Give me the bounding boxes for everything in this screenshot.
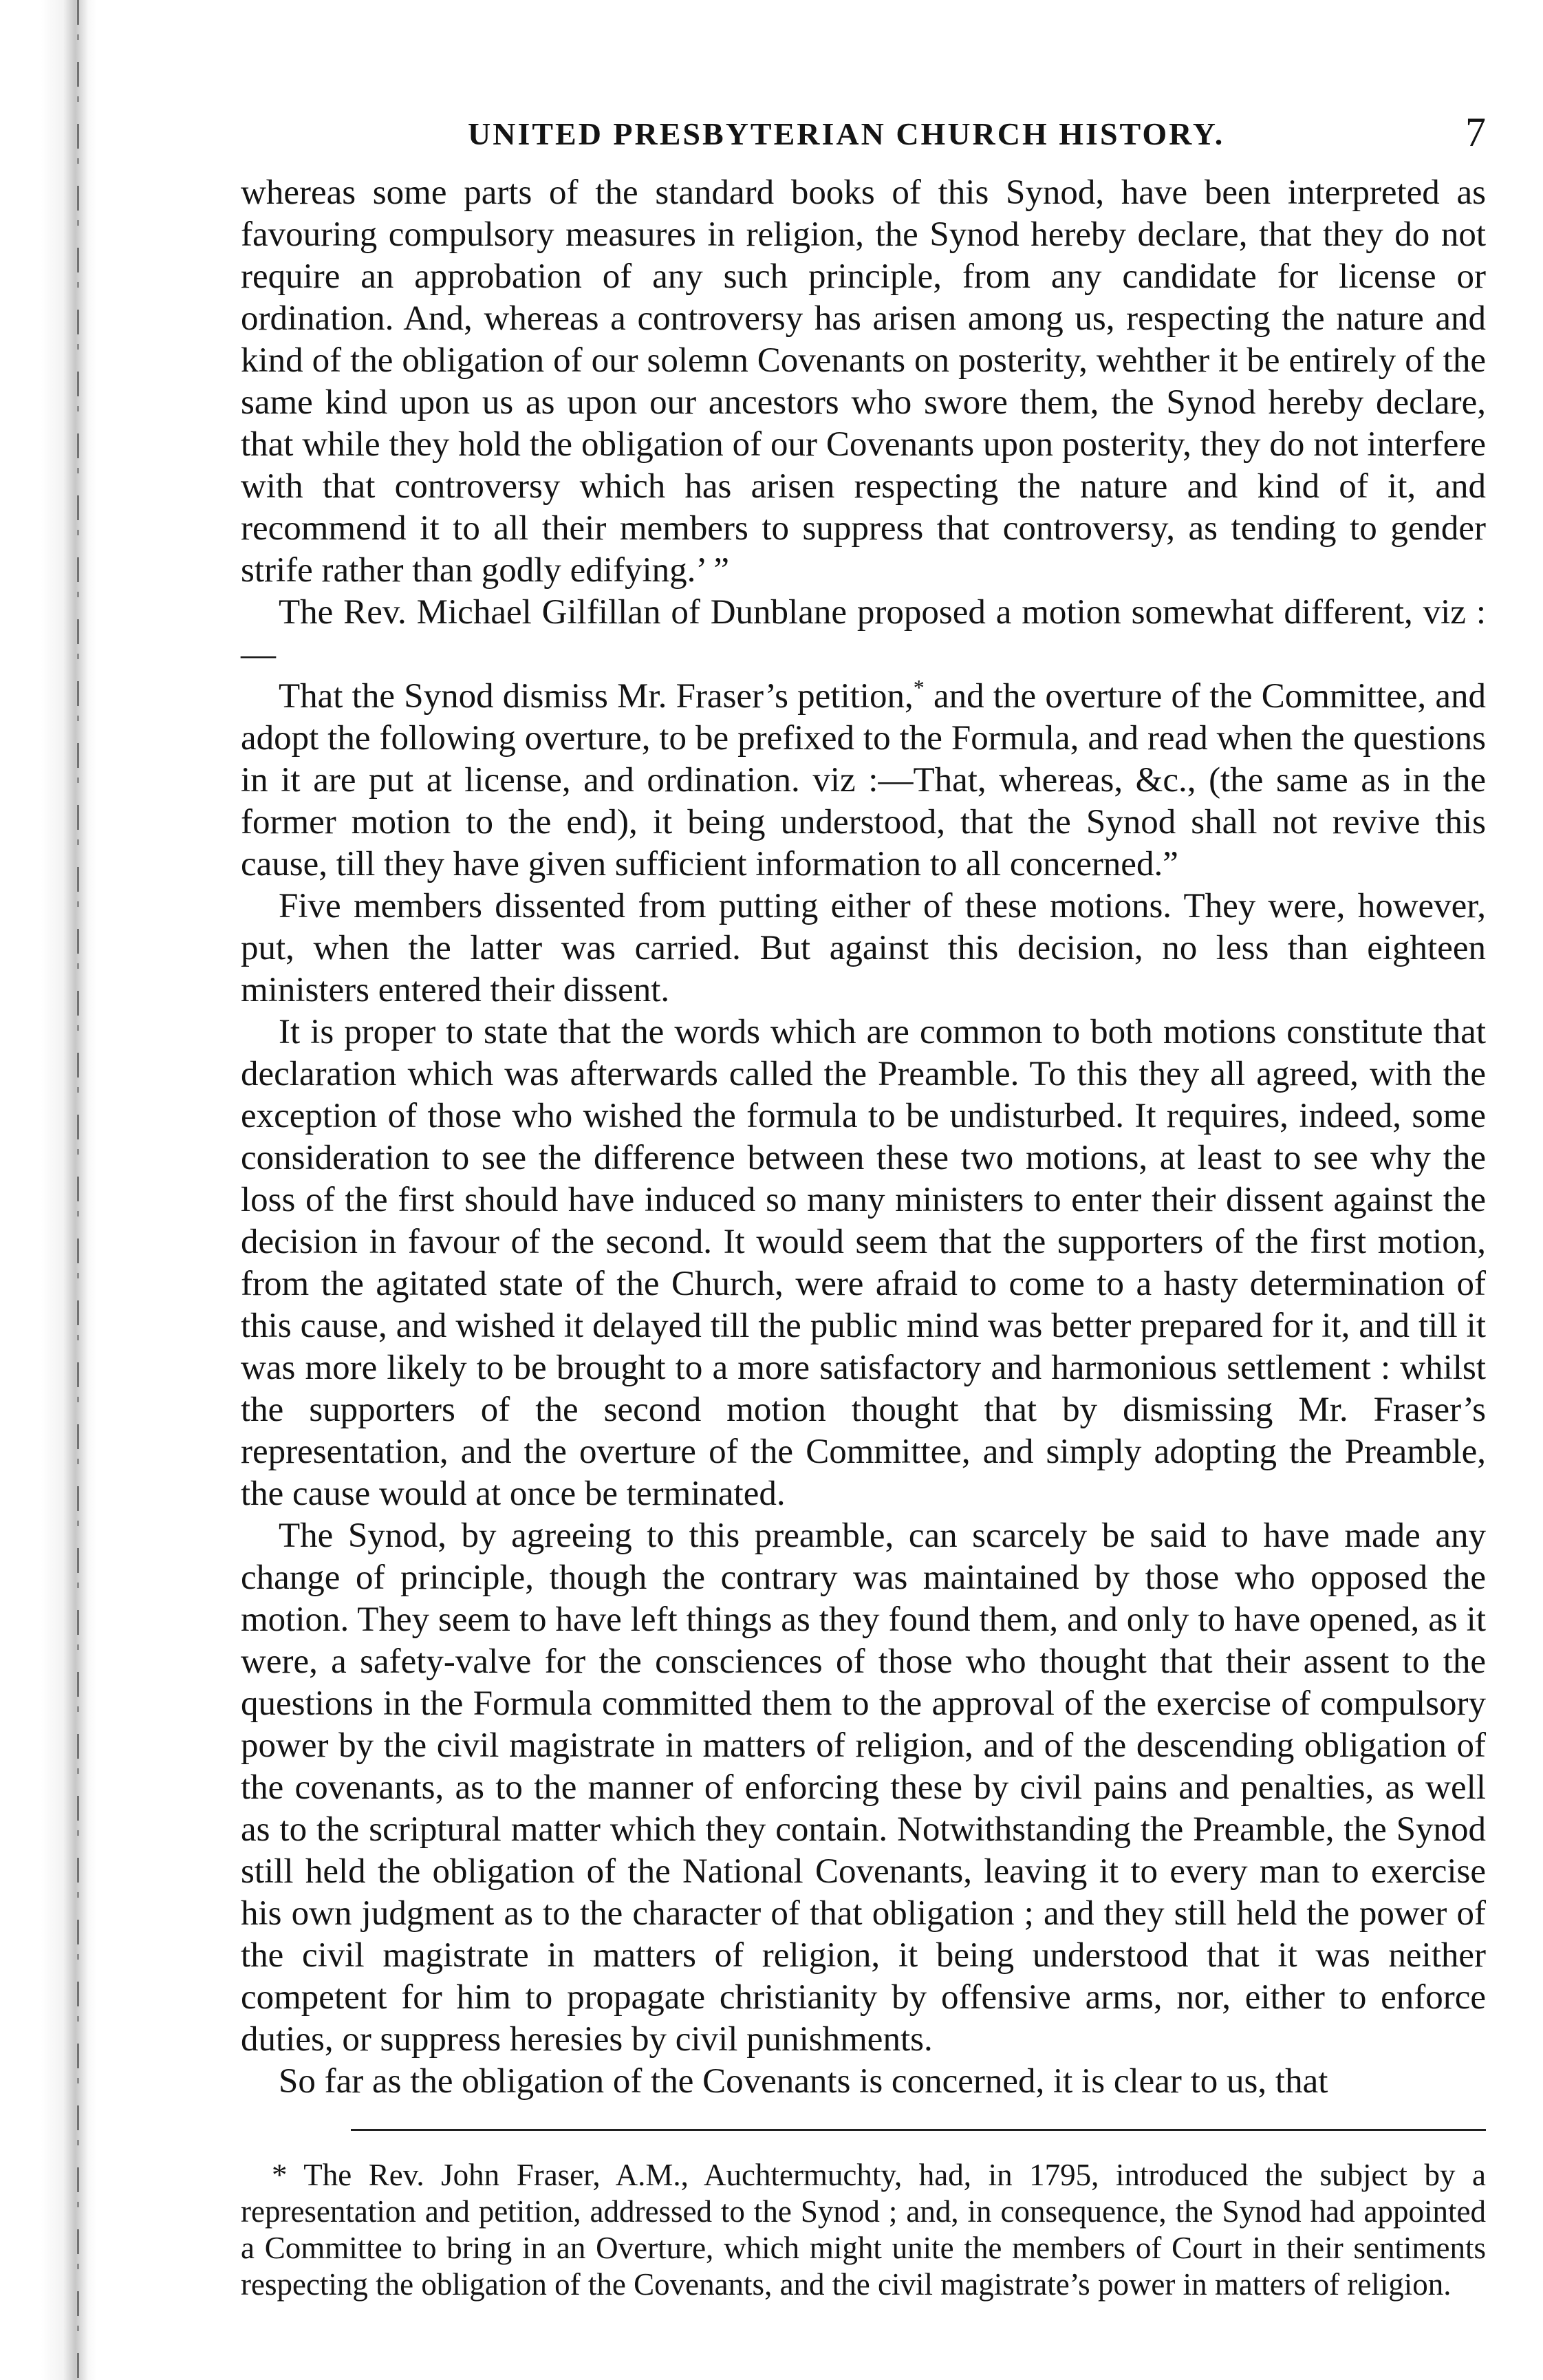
paragraph-3-text: That the Synod dismiss Mr. Fraser’s petition, [279, 677, 914, 716]
paragraph-2: The Rev. Michael Gilfillan of Dunblane proposed a motion somewhat different, viz :— [241, 593, 1486, 674]
footnote-marker: * [913, 675, 925, 700]
footnote [241, 2157, 1486, 2303]
body-text [241, 172, 1486, 2103]
page-binding-edge [41, 0, 96, 2380]
running-title: UNITED PRESBYTERIAN CHURCH HISTORY. [468, 116, 1225, 151]
paragraph-3-text-after: and the overture of the Committee, and adopt the following overture, to be prefixed to the Formula, and read when the questions in it are put at license, and ordination. viz :—That, whereas, &c., (the same as in the former motion to the end), it being understood, that the Synod shall not revive this cause, till they have given sufficient information to all concerned.” [241, 677, 1486, 883]
footnote-divider [351, 2129, 1486, 2131]
book-page [241, 103, 1486, 2303]
running-header [241, 103, 1486, 158]
footnote-text: * The Rev. John Fraser, A.M., Auchtermuchty, had, in 1795, introduced the subject by a representation and petition, addressed to the Synod ; and, in consequence, the Synod had appointed a Committee to bring in an Overture, which might unite the members of Court in their sentiments respecting the obligation of the Covenants, and the civil magistrate’s power in matters of religion. [241, 2158, 1486, 2302]
paragraph-5: It is proper to state that the words which are common to both motions constitute that declaration which was afterwards called the Preamble. To this they all agreed, with the exception of those who wished the formula to be undisturbed. It requires, indeed, some consideration to see the difference between these two motions, at least to see why the loss of the first should have induced so many ministers to enter their dissent against the decision in favour of the second. It would seem that the supporters of the first motion, from the agitated state of the Church, were afraid to come to a hasty determination of this cause, and wished it delayed till the public mind was better prepared for it, and till it was more likely to be brought to a more satisfactory and harmonious settlement : whilst the supporters of the second motion thought that by dismissing Mr. Fraser’s representation, and the overture of the Committee, and simply adopting the Preamble, the cause would at once be terminated. [241, 1013, 1486, 1513]
paragraph-4: Five members dissented from putting either of these motions. They were, however, put, when the latter was carried. But against this decision, no less than eighteen ministers entered their dissent. [241, 887, 1486, 1009]
page-number: 7 [1465, 109, 1486, 155]
paragraph-1: whereas some parts of the standard books of this Synod, have been interpreted as favouring compulsory measures in religion, the Synod hereby declare, that they do not require an approbation of any such principle, from any candidate for license or ordination. And, whereas a controversy has arisen among us, respecting the nature and kind of the obligation of our solemn Covenants on posterity, wehther it be entirely of the same kind upon us as upon our ancestors who swore them, the Synod hereby declare, that while they hold the obligation of our Covenants upon posterity, they do not interfere with that controversy which has arisen respecting the nature and kind of it, and recommend it to all their members to suppress that controversy, as tending to gender strife rather than godly edifying.’ ” [241, 173, 1486, 590]
paragraph-7: So far as the obligation of the Covenants is concerned, it is clear to us, that [279, 2062, 1328, 2101]
paragraph-3 [241, 676, 1486, 886]
paragraph-6: The Synod, by agreeing to this preamble, can scarcely be said to have made any change of principle, though the contrary was maintained by those who opposed the motion. They seem to have left things as they found them, and only to have opened, as it were, a safety-valve for the consciences of those who thought that their assent to the questions in the Formula committed them to the approval of the exercise of compulsory power by the civil magistrate in matters of religion, and of the descending obligation of the covenants, as to the manner of enforcing these by civil pains and penalties, as well as to the scriptural matter which they contain. Notwithstanding the Preamble, the Synod still held the obligation of the National Covenants, leaving it to every man to exercise his own judgment as to the character of that obligation ; and they still held the power of the civil magistrate in matters of religion, it being understood that it was neither competent for him to propagate christianity by offensive arms, nor, either to enforce duties, or suppress heresies by civil punishments. [241, 1516, 1486, 2059]
